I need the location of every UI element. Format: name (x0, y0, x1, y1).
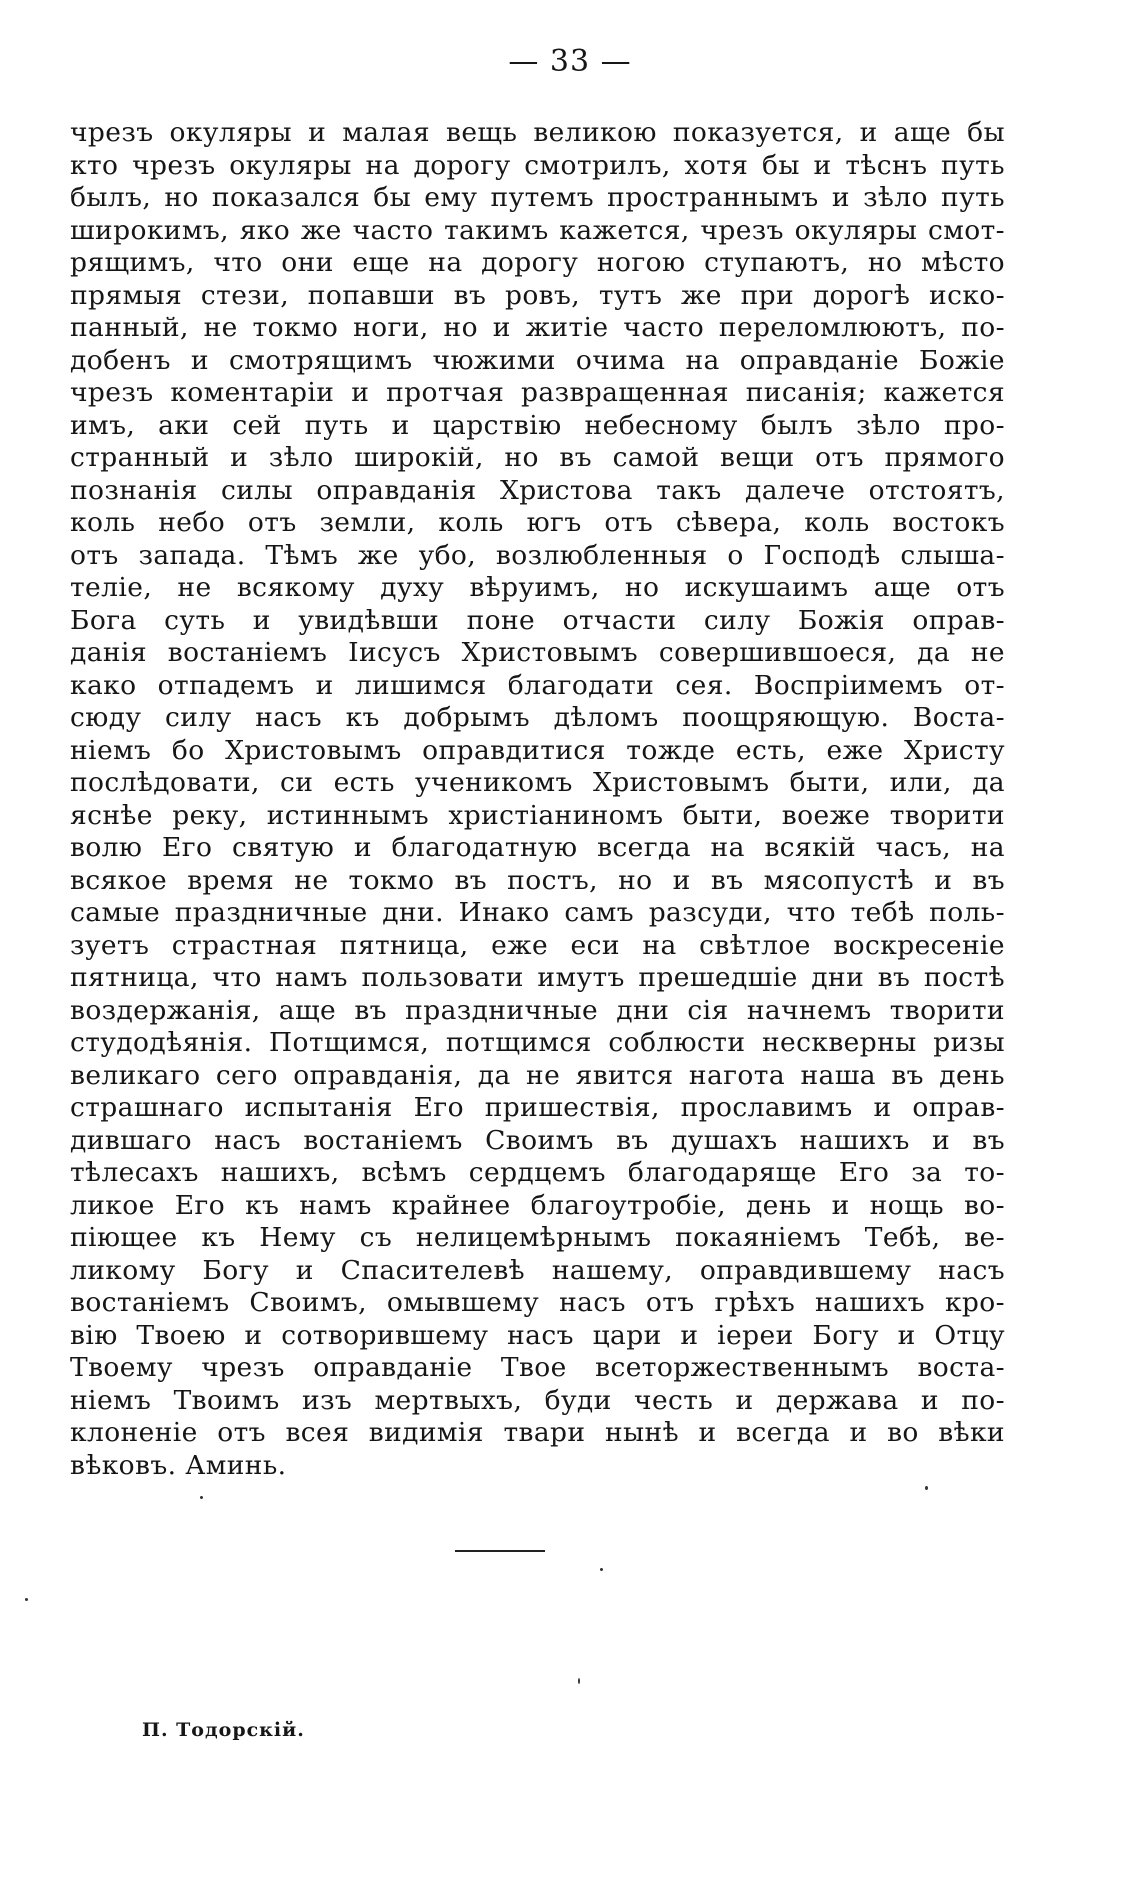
text-line: страшнаго испытанія Его пришествія, прославимъ и оправ- (70, 1092, 1005, 1123)
text-line: востаніемъ Своимъ, омывшему насъ отъ грѣхъ нашихъ кро- (70, 1287, 1005, 1318)
text-line: студодѣянія. Потщимся, потщимся соблюсти нескверны ризы (70, 1027, 1005, 1058)
text-line: великаго сего оправданія, да не явится нагота наша въ день (70, 1059, 1005, 1091)
text-line: клоненіе отъ всея видимія твари нынѣ и всегда и во вѣки (70, 1417, 1005, 1448)
text-line: теліе, не всякому духу вѣруимъ, но искушаимъ аще отъ (70, 572, 1005, 603)
text-line: дившаго насъ востаніемъ Своимъ въ душахъ нашихъ и въ (70, 1124, 1005, 1156)
scan-speck (600, 1568, 603, 1571)
author-signature: П. Тодорскій. (142, 1719, 305, 1741)
text-line: пятница, что намъ пользовати имутъ прешедшіе дни въ постѣ (70, 962, 1005, 993)
text-line: Бога суть и увидѣвши поне отчасти силу Божія оправ- (70, 604, 1005, 636)
text-line: како отпадемъ и лишимся благодати сея. Воспріимемъ от- (70, 669, 1005, 701)
page-number: — 33 — (508, 44, 632, 79)
scan-speck (25, 1598, 28, 1601)
text-line: послѣдовати, си есть ученикомъ Христовымъ быти, или, да (70, 767, 1005, 798)
text-line: Твоему чрезъ оправданіе Твое всеторжественнымъ воста- (70, 1352, 1005, 1383)
text-line: тѣлесахъ нашихъ, всѣмъ сердцемъ благодаряще Его за то- (70, 1157, 1005, 1188)
text-line: зуетъ страстная пятница, еже еси на свѣтлое воскресеніе (70, 929, 1005, 961)
text-line: всякое время не токмо въ постъ, но и въ мясопустѣ и въ (70, 864, 1005, 896)
text-line: кто чрезъ окуляры на дорогу смотрилъ, хотя бы и тѣснъ путь (70, 149, 1005, 181)
scan-speck (925, 1486, 928, 1490)
text-line: воздержанія, аще въ праздничные дни сія начнемъ творити (70, 994, 1005, 1026)
text-line: сюду силу насъ къ добрымъ дѣломъ поощряющую. Воста- (70, 702, 1005, 733)
text-line: самые праздничные дни. Инако самъ разсуди, что тебѣ поль- (70, 897, 1005, 928)
scan-speck (200, 1496, 203, 1499)
text-line: добенъ и смотрящимъ чюжими очима на оправданіе Божіе (70, 344, 1005, 376)
text-line: чрезъ коментаріи и протчая развращенная писанія; кажется (70, 377, 1005, 408)
text-line: коль небо отъ земли, коль югъ отъ сѣвера, коль востокъ (70, 507, 1005, 538)
text-line: познанія силы оправданія Христова такъ далече отстоятъ, (70, 474, 1005, 506)
text-line: имъ, аки сей путь и царствію небесному былъ зѣло про- (70, 409, 1005, 441)
text-line: странный и зѣло широкій, но въ самой вещи отъ прямого (70, 442, 1005, 473)
scan-speck (578, 1678, 580, 1684)
body-text (70, 117, 1005, 1482)
text-line: вію Твоею и сотворившему насъ цари и іереи Богу и Отцу (70, 1319, 1005, 1351)
text-line: яснѣе реку, истиннымъ христіаниномъ быти, воеже творити (70, 799, 1005, 831)
text-line: панный, не токмо ноги, но и житіе часто переломлюютъ, по- (70, 312, 1005, 343)
text-line: широкимъ, яко же часто такимъ кажется, чрезъ окуляры смот- (70, 214, 1005, 246)
text-line: прямыя стези, попавши въ ровъ, тутъ же при дорогѣ иско- (70, 279, 1005, 311)
text-line: данія востаніемъ Іисусъ Христовымъ совершившоеся, да не (70, 637, 1005, 668)
text-line: чрезъ окуляры и малая вещь великою показуется, и аще бы (70, 117, 1005, 148)
text-line: ликое Его къ намъ крайнее благоутробіе, день и нощь во- (70, 1189, 1005, 1221)
text-line: піющее къ Нему съ нелицемѣрнымъ покаяніемъ Тебѣ, ве- (70, 1222, 1005, 1253)
text-line: ніемъ бо Христовымъ оправдитися тожде есть, еже Христу (70, 734, 1005, 766)
text-line: вѣковъ. Аминь. (70, 1449, 287, 1481)
text-line: ликому Богу и Спасителевѣ нашему, оправдившему насъ (70, 1254, 1005, 1286)
text-line: ніемъ Твоимъ изъ мертвыхъ, буди честь и держава и по- (70, 1384, 1005, 1416)
text-line: былъ, но показался бы ему путемъ пространнымъ и зѣло путь (70, 182, 1005, 213)
text-line: рящимъ, что они еще на дорогу ногою ступаютъ, но мѣсто (70, 247, 1005, 278)
closing-rule (455, 1550, 545, 1552)
text-line: волю Его святую и благодатную всегда на всякій часъ, на (70, 832, 1005, 863)
text-line: отъ запада. Тѣмъ же убо, возлюбленныя о Господѣ слыша- (70, 539, 1005, 571)
